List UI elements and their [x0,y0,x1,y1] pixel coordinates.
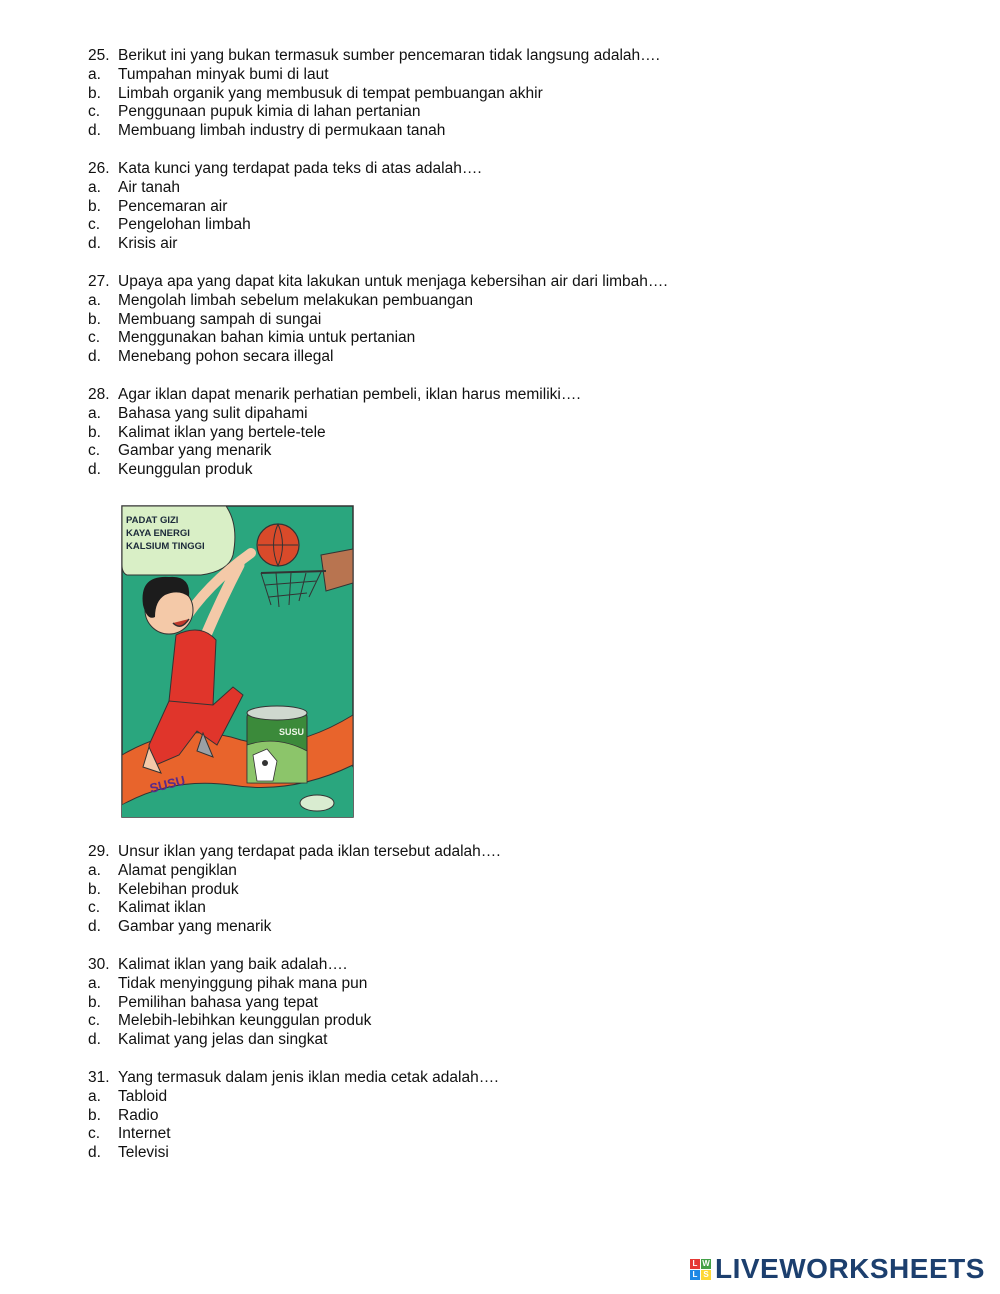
option-d[interactable]: d. Krisis air [88,235,178,253]
question-stem: 29. Unsur iklan yang terdapat pada iklan tersebut adalah…. [88,843,501,860]
option-c[interactable]: c. Gambar yang menarik [88,442,272,460]
question-stem: 25. Berikut ini yang bukan termasuk sumber pencemaran tidak langsung adalah…. [88,47,660,64]
option-c[interactable]: c. Kalimat iklan [88,899,206,917]
milk-can-lid [247,706,307,720]
option-a[interactable]: a. Mengolah limbah sebelum melakukan pembuangan [88,291,474,309]
bubble-line-2: KAYA ENERGI [126,528,190,539]
bubble-line-3: KALSIUM TINGGI [126,541,205,552]
question-30 [88,956,888,1050]
option-c[interactable]: c. Penggunaan pupuk kimia di lahan pertanian [88,103,421,121]
option-a[interactable]: a. Bahasa yang sulit dipahami [88,404,308,422]
option-a[interactable]: a. Alamat pengiklan [88,861,237,879]
option-d[interactable]: d. Keunggulan produk [88,461,253,479]
option-d[interactable]: d. Membuang limbah industry di permukaan tanah [88,122,446,140]
question-stem: 28. Agar iklan dapat menarik perhatian pembeli, iklan harus memiliki…. [88,386,581,403]
option-b[interactable]: b. Pencemaran air [88,197,228,215]
question-28 [88,386,888,480]
question-stem: 30. Kalimat iklan yang baik adalah…. [88,956,348,973]
stone [300,795,334,811]
option-a[interactable]: a. Tumpahan minyak bumi di laut [88,65,329,83]
option-a[interactable]: a. Air tanah [88,178,181,196]
option-c[interactable]: c. Menggunakan bahan kimia untuk pertanian [88,329,416,347]
brand-name: LIVEWORKSHEETS [715,1253,985,1284]
ground-label: SUSU [148,772,187,796]
option-d[interactable]: d. Kalimat yang jelas dan singkat [88,1031,328,1049]
milk-ad-illustration [121,505,354,818]
option-b[interactable]: b. Kelebihan produk [88,880,239,898]
question-29 [88,843,888,937]
option-b[interactable]: b. Pemilihan bahasa yang tepat [88,993,318,1011]
option-d[interactable]: d. Menebang pohon secara illegal [88,348,334,366]
option-d[interactable]: d. Gambar yang menarik [88,918,272,936]
logo-tiles-icon: L W L S [690,1259,711,1280]
question-stem: 31. Yang termasuk dalam jenis iklan media cetak adalah…. [88,1069,499,1086]
option-c[interactable]: c. Internet [88,1125,171,1143]
boy-jersey [169,630,216,709]
option-d[interactable]: d. Televisi [88,1144,169,1162]
option-b[interactable]: b. Limbah organik yang membusuk di tempat pembuangan akhir [88,84,543,102]
liveworksheets-logo[interactable] [690,1254,985,1284]
question-25 [88,47,888,141]
option-b[interactable]: b. Radio [88,1106,159,1124]
question-27 [88,273,888,367]
question-stem: 27. Upaya apa yang dapat kita lakukan untuk menjaga kebersihan air dari limbah…. [88,273,668,290]
option-a[interactable]: a. Tidak menyinggung pihak mana pun [88,974,368,992]
option-c[interactable]: c. Melebih-lebihkan keunggulan produk [88,1012,372,1030]
question-26 [88,160,888,254]
cow-spot [262,760,268,766]
option-b[interactable]: b. Membuang sampah di sungai [88,310,322,328]
question-stem: 26. Kata kunci yang terdapat pada teks di atas adalah…. [88,160,482,177]
question-31 [88,1069,888,1163]
can-label: SUSU [279,727,305,737]
bubble-line-1: PADAT GIZI [126,515,179,526]
option-b[interactable]: b. Kalimat iklan yang bertele-tele [88,423,326,441]
option-a[interactable]: a. Tabloid [88,1087,168,1105]
backboard [321,549,353,591]
option-c[interactable]: c. Pengelohan limbah [88,216,251,234]
